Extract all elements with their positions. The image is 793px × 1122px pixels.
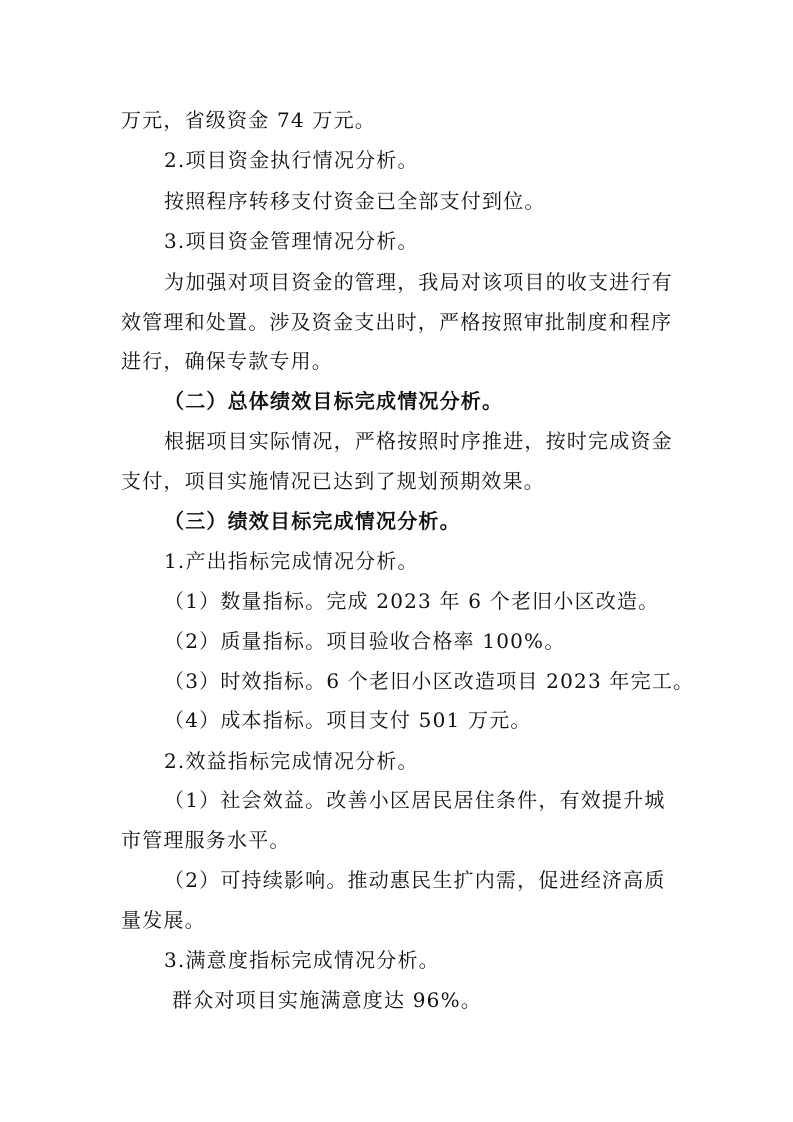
section-heading: （二）总体绩效目标完成情况分析。 — [164, 389, 504, 413]
text-line: 支付，项目实施情况已达到了规划预期效果。 — [121, 469, 545, 493]
subsection-title: 2.项目资金执行情况分析。 — [164, 148, 419, 172]
subsection-title: 3.满意度指标完成情况分析。 — [164, 948, 440, 972]
subsection-title: 2.效益指标完成情况分析。 — [164, 749, 419, 773]
text-line: 进行，确保专款专用。 — [121, 349, 333, 373]
text-line: （4）成本指标。项目支付 501 万元。 — [164, 708, 532, 732]
text-line: 市管理服务水平。 — [121, 828, 291, 852]
text-line: 万元，省级资金 74 万元。 — [121, 108, 376, 132]
text-line: 量发展。 — [121, 908, 206, 932]
text-line: 效管理和处置。涉及资金支出时，严格按照审批制度和程序 — [121, 310, 673, 334]
text-line: 群众对项目实施满意度达 96%。 — [172, 988, 483, 1012]
text-line: 按照程序转移支付资金已全部支付到位。 — [164, 189, 546, 213]
subsection-title: 1.产出指标完成情况分析。 — [164, 549, 419, 573]
text-line: 根据项目实际情况，严格按照时序推进，按时完成资金 — [164, 429, 673, 453]
text-line: （1）社会效益。改善小区居民居住条件，有效提升城 — [164, 788, 666, 812]
text-line: （2）可持续影响。推动惠民生扩内需，促进经济高质 — [164, 868, 666, 892]
text-line: （3）时效指标。6 个老旧小区改造项目 2023 年完工。 — [164, 669, 695, 693]
section-heading: （三）绩效目标完成情况分析。 — [164, 509, 461, 533]
subsection-title: 3.项目资金管理情况分析。 — [164, 229, 419, 253]
text-line: （2）质量指标。项目验收合格率 100%。 — [164, 629, 566, 653]
text-line: （1）数量指标。完成 2023 年 6 个老旧小区改造。 — [164, 589, 660, 613]
text-line: 为加强对项目资金的管理，我局对该项目的收支进行有 — [164, 270, 673, 294]
